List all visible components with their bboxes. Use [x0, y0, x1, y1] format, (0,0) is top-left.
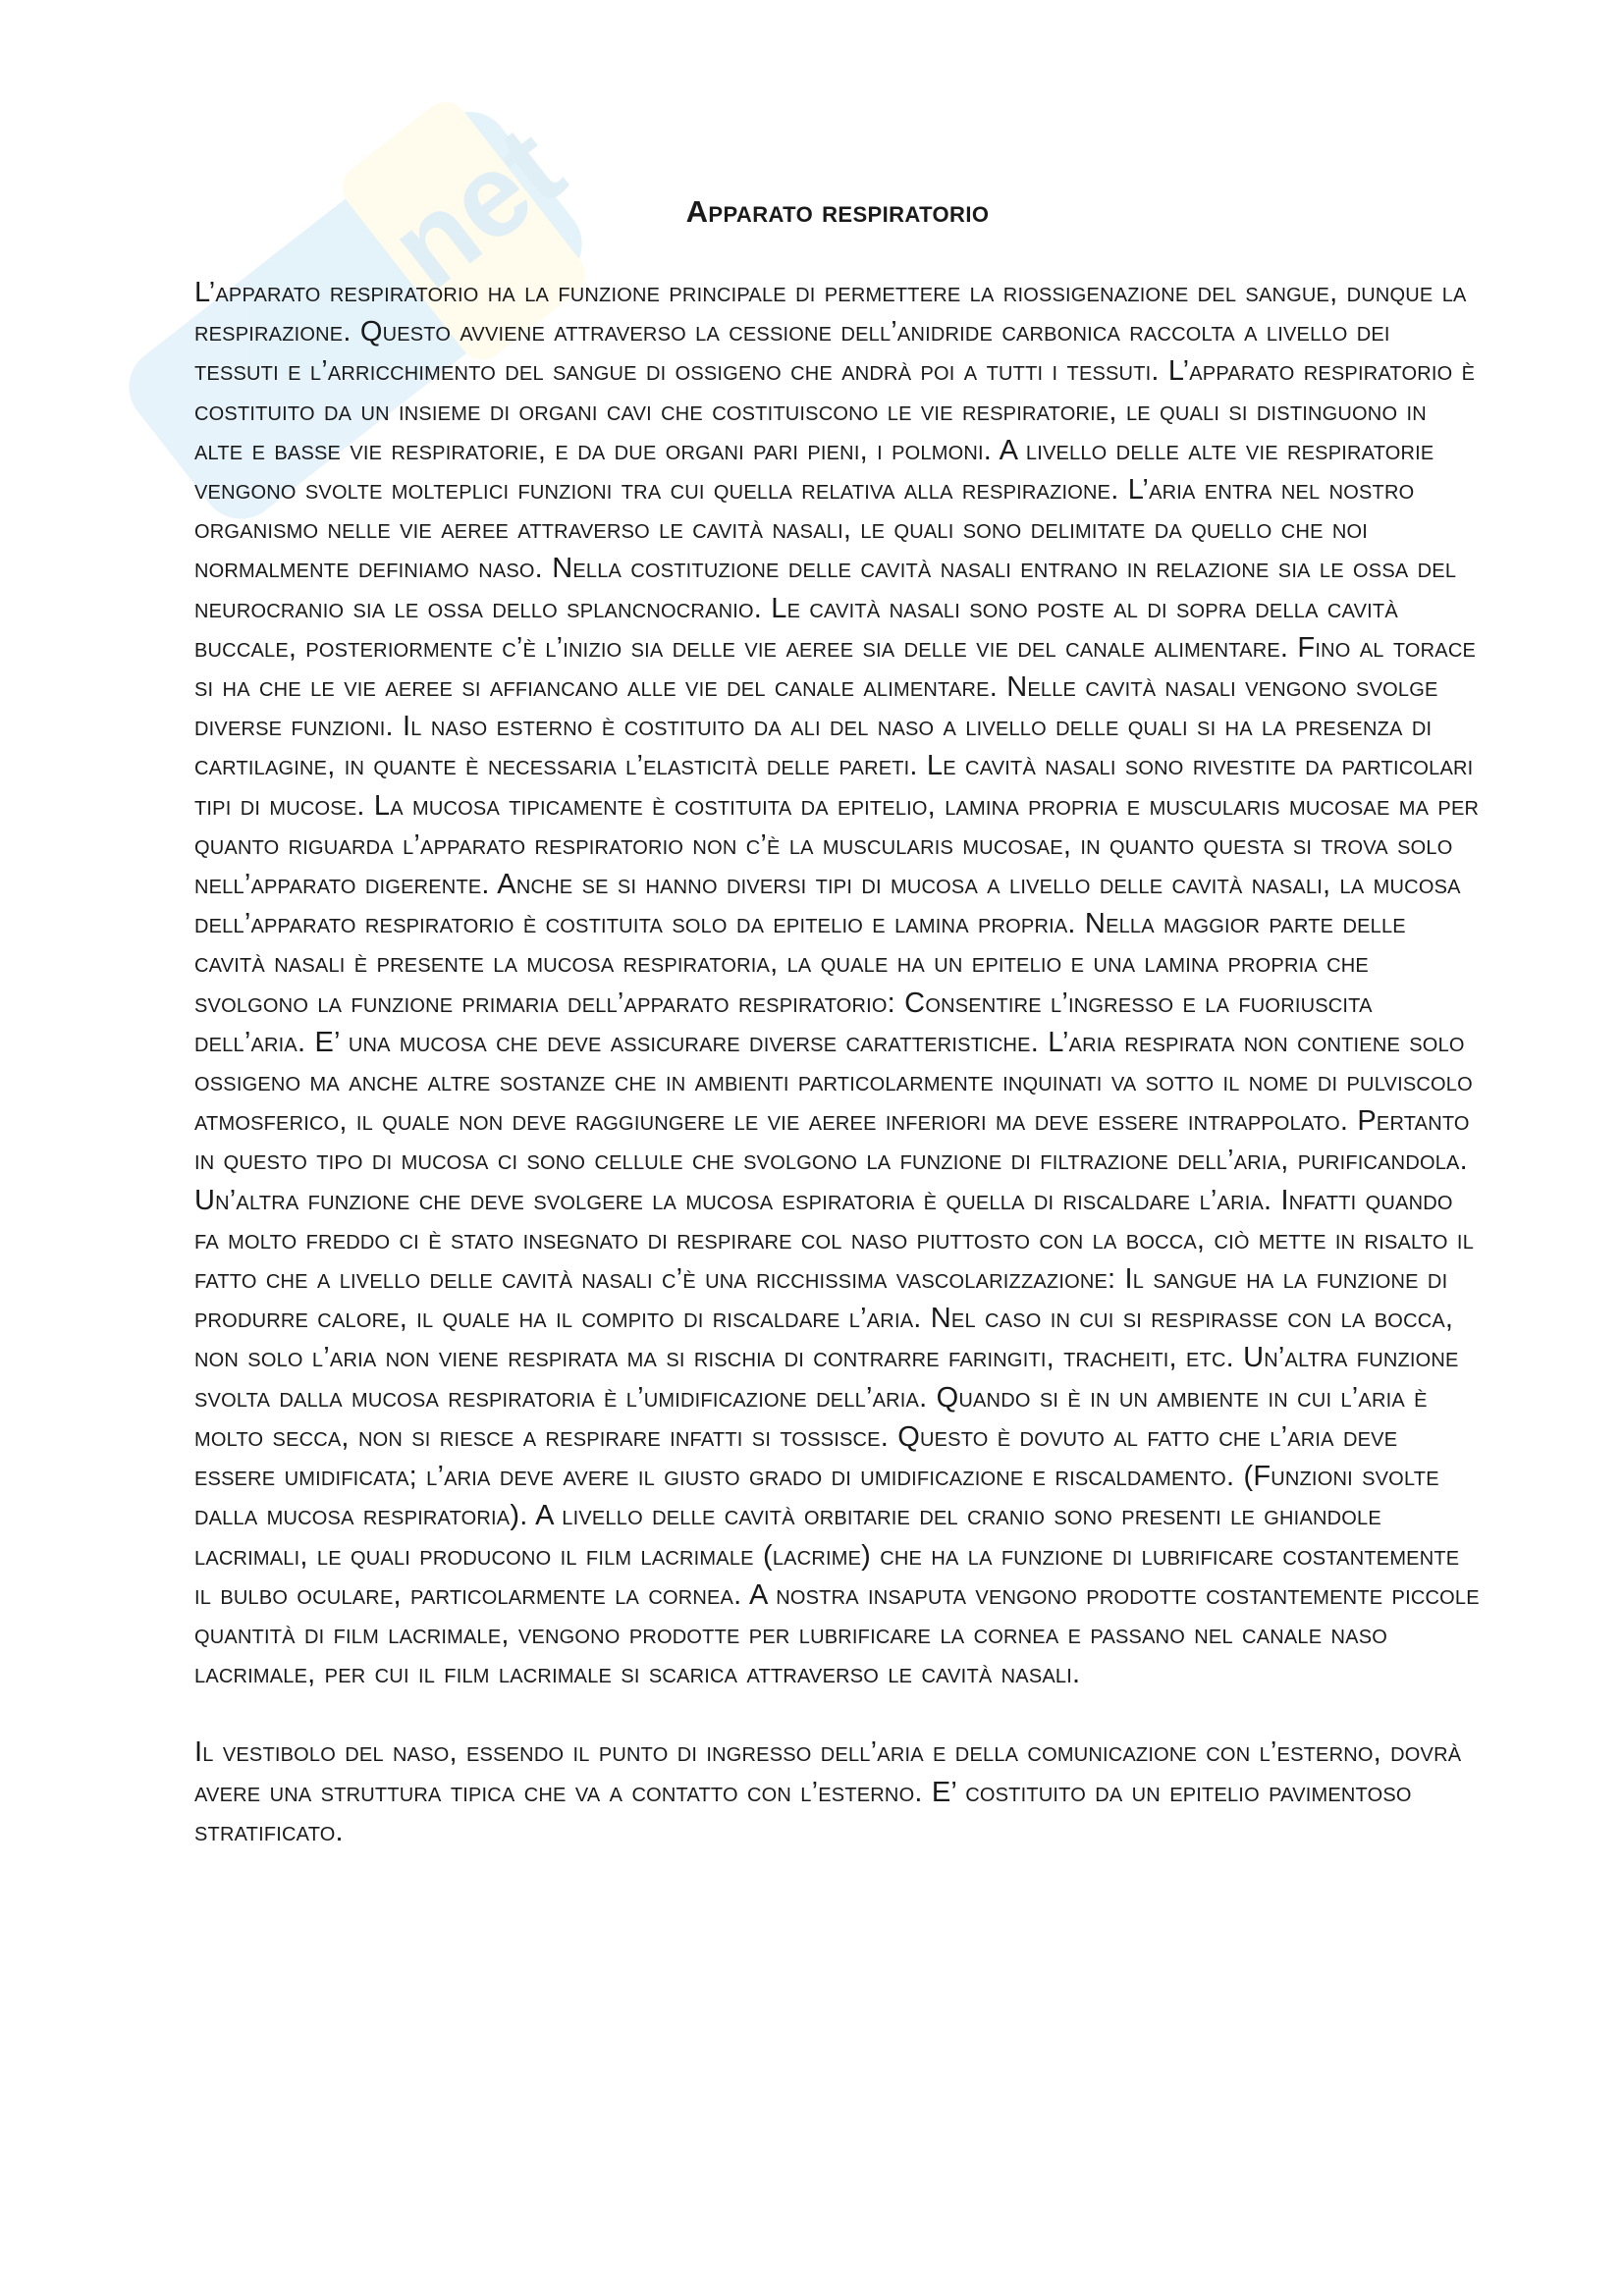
document-page [194, 192, 1481, 1891]
paragraph-1: L’apparato respiratorio ha la funzione principale di permettere la riossigenazione del sangue, dunque la respirazione. Questo avviene attraverso la cessione dell’anidride carbonica raccolta a livello dei tessuti e l’arricchimento del sangue di ossigeno che andrà poi a tutti i tessuti. L’apparato respiratorio è costituito da un insieme di organi cavi che costituiscono le vie respiratorie, le quali si distinguono in alte e basse vie respiratorie, e da due organi pari pieni, i polmoni. A livello delle alte vie respiratorie vengono svolte molteplici funzioni tra cui quella relativa alla respirazione. L’aria entra nel nostro organismo nelle vie aeree attraverso le cavità nasali, le quali sono delimitate da quello che noi normalmente definiamo naso. Nella costituzione delle cavità nasali entrano in relazione sia le ossa del neurocranio sia le ossa dello splancnocranio. Le cavità nasali sono poste al di sopra della cavità buccale, posteriormente c’è l’inizio sia delle vie aeree sia delle vie del canale alimentare. Fino al torace si ha che le vie aeree si affiancano alle vie del canale alimentare. Nelle cavità nasali vengono svolge diverse funzioni. Il naso esterno è costituito da ali del naso a livello delle quali si ha la presenza di cartilagine, in quante è necessaria l’elasticità delle pareti. Le cavità nasali sono rivestite da particolari tipi di mucose. La mucosa tipicamente è costituita da epitelio, lamina propria e muscularis mucosae ma per quanto riguarda l’apparato respiratorio non c’è la muscularis mucosae, in quanto questa si trova solo nell’apparato digerente. Anche se si hanno diversi tipi di mucosa a livello delle cavità nasali, la mucosa dell’apparato respiratorio è costituita solo da epitelio e lamina propria. Nella maggior parte delle cavità nasali è presente la mucosa respiratoria, la quale ha un epitelio e una lamina propria che svolgono la funzione primaria dell’apparato respiratorio: Consentire l’ingresso e la fuoriuscita dell’aria. E’ una mucosa che deve assicurare diverse caratteristiche. L’aria respirata non contiene solo ossigeno ma anche altre sostanze che in ambienti particolarmente inquinati va sotto il nome di pulviscolo atmosferico, il quale non deve raggiungere le vie aeree inferiori ma deve essere intrappolato. Pertanto in questo tipo di mucosa ci sono cellule che svolgono la funzione di filtrazione dell’aria, purificandola. Un’altra funzione che deve svolgere la mucosa espiratoria è quella di riscaldare l’aria. Infatti quando fa molto freddo ci è stato insegnato di respirare col naso piuttosto con la bocca, ciò mette in risalto il fatto che a livello delle cavità nasali c’è una ricchissima vascolarizzazione: Il sangue ha la funzione di produrre calore, il quale ha il compito di riscaldare l’aria. Nel caso in cui si respirasse con la bocca, non solo l’aria non viene respirata ma si rischia di contrarre faringiti, tracheiti, etc. Un’altra funzione svolta dalla mucosa respiratoria è l’umidificazione dell’aria. Quando si è in un ambiente in cui l’aria è molto secca, non si riesce a respirare infatti si tossisce. Questo è dovuto al fatto che l’aria deve essere umidificata; l’aria deve avere il giusto grado di umidificazione e riscaldamento. (Funzioni svolte dalla mucosa respiratoria). A livello delle cavità orbitarie del cranio sono presenti le ghiandole lacrimali, le quali producono il film lacrimale (lacrime) che ha la funzione di lubrificare costantemente il bulbo oculare, particolarmente la cornea. A nostra insaputa vengono prodotte costantemente piccole quantità di film lacrimale, vengono prodotte per lubrificare la cornea e passano nel canale naso lacrimale, per cui il film lacrimale si scarica attraverso le cavità nasali. [194, 277, 1480, 1690]
document-title: Apparato respiratorio [685, 194, 990, 229]
watermark-text: net [366, 100, 587, 314]
paragraph-2: Il vestibolo del naso, essendo il punto di ingresso dell’aria e della comunicazione con l’esterno, dovrà avere una struttura tipica che va a contatto con l’esterno. E’ costituito da un epitelio pavimentoso stratificato. [194, 1736, 1462, 1847]
